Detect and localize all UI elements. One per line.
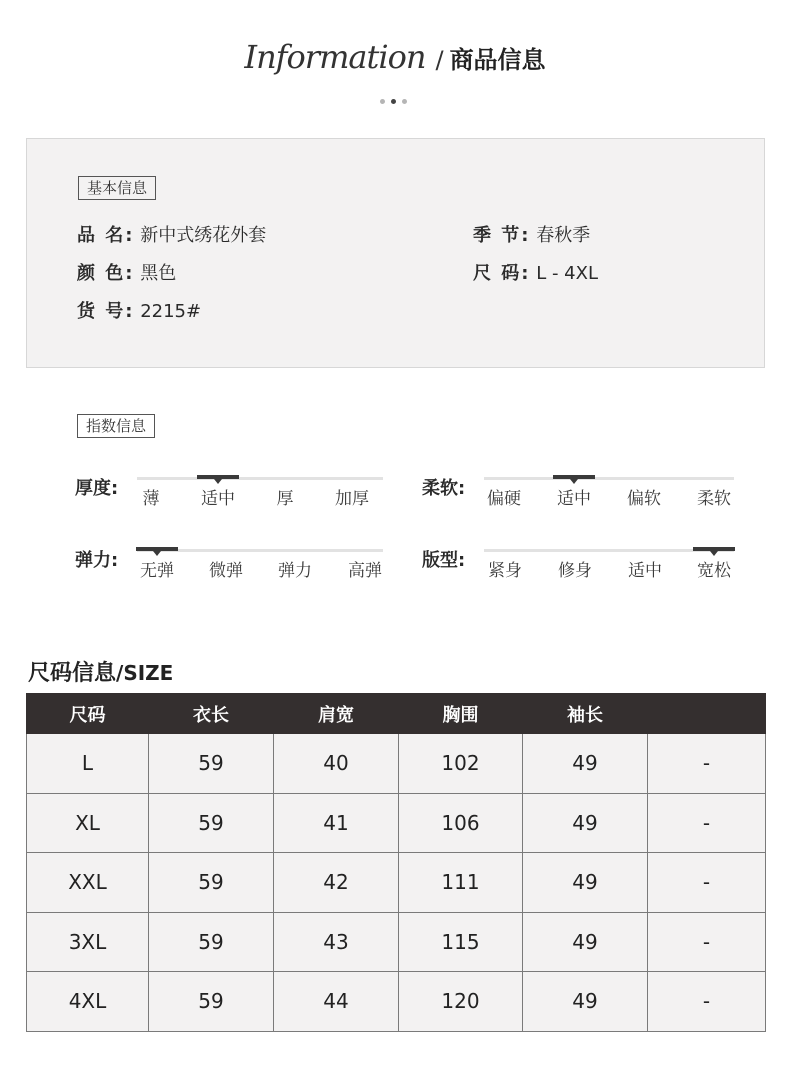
- table-cell: 40: [274, 734, 399, 794]
- size-range-row: [473, 259, 598, 285]
- pagination-dots: [380, 98, 412, 106]
- product-name-row: [77, 221, 266, 247]
- table-cell: 59: [149, 912, 274, 972]
- season-value: 春秋季: [536, 225, 591, 246]
- size-title-en: /SIZE: [116, 661, 174, 685]
- scale-track: [137, 477, 383, 480]
- season-row: [473, 221, 590, 247]
- table-cell: 3XL: [27, 912, 149, 972]
- table-cell: 43: [274, 912, 399, 972]
- scale-option: 无弹: [140, 561, 174, 581]
- scale-option: 弹力: [278, 561, 312, 581]
- table-row: [27, 912, 766, 972]
- table-cell: 111: [399, 853, 523, 913]
- basic-info-tag: 基本信息: [78, 176, 156, 200]
- table-cell: 4XL: [27, 972, 149, 1032]
- dot: [380, 99, 385, 104]
- table-cell: XXL: [27, 853, 149, 913]
- sku-value: 2215#: [140, 301, 202, 322]
- column-header: [648, 694, 766, 734]
- scale-option: 厚: [276, 489, 294, 509]
- table-cell: 120: [399, 972, 523, 1032]
- table-row: [27, 972, 766, 1032]
- table-cell: 49: [523, 912, 648, 972]
- scale-marker: [693, 547, 735, 551]
- size-section-title: [28, 656, 173, 687]
- scale-marker: [553, 475, 595, 479]
- column-header: 袖长: [523, 694, 648, 734]
- sku-row: [77, 297, 201, 323]
- header-title-en: Information: [244, 38, 426, 76]
- color-row: [77, 259, 176, 285]
- scale-option: 偏硬: [487, 489, 521, 509]
- table-cell: L: [27, 734, 149, 794]
- table-cell: 106: [399, 793, 523, 853]
- table-row: [27, 734, 766, 794]
- header-separator: /: [435, 46, 444, 74]
- scale-option: 适中: [628, 561, 662, 581]
- scale-label: 版型:: [422, 550, 466, 571]
- scale-label: 柔软:: [422, 478, 466, 499]
- table-cell: 49: [523, 793, 648, 853]
- color-key: 颜 色:: [77, 263, 135, 284]
- scale-option: 加厚: [335, 489, 369, 509]
- table-cell: 42: [274, 853, 399, 913]
- header-title-cn: 商品信息: [449, 46, 546, 74]
- table-cell: 59: [149, 972, 274, 1032]
- table-cell: -: [648, 853, 766, 913]
- column-header: 肩宽: [274, 694, 399, 734]
- size-range-value: L - 4XL: [536, 263, 598, 284]
- table-header-row: [27, 694, 766, 734]
- scale-option: 偏软: [627, 489, 661, 509]
- scale-option: 微弹: [209, 561, 243, 581]
- column-header: 胸围: [399, 694, 523, 734]
- column-header: 尺码: [27, 694, 149, 734]
- scale-marker: [197, 475, 239, 479]
- table-row: [27, 793, 766, 853]
- table-cell: 59: [149, 853, 274, 913]
- basic-info-panel: [26, 138, 765, 368]
- index-info-tag: 指数信息: [77, 414, 155, 438]
- season-key: 季 节:: [473, 225, 531, 246]
- size-title-cn: 尺码信息: [28, 661, 117, 686]
- scale-option: 适中: [557, 489, 591, 509]
- table-cell: 102: [399, 734, 523, 794]
- table-row: [27, 853, 766, 913]
- table-cell: 49: [523, 972, 648, 1032]
- table-cell: 41: [274, 793, 399, 853]
- page-header: [0, 38, 790, 76]
- scale-option: 高弹: [348, 561, 382, 581]
- dot: [402, 99, 407, 104]
- table-cell: 115: [399, 912, 523, 972]
- scale-option: 薄: [142, 489, 160, 509]
- table-cell: 59: [149, 734, 274, 794]
- color-value: 黑色: [140, 263, 177, 284]
- table-cell: 49: [523, 853, 648, 913]
- table-cell: 59: [149, 793, 274, 853]
- scale-label: 厚度:: [75, 478, 119, 499]
- table-cell: -: [648, 912, 766, 972]
- scale-marker: [136, 547, 178, 551]
- scale-option: 紧身: [488, 561, 522, 581]
- sku-key: 货 号:: [77, 301, 135, 322]
- scale-option: 修身: [558, 561, 592, 581]
- scale-option: 柔软: [697, 489, 731, 509]
- table-cell: -: [648, 793, 766, 853]
- column-header: 衣长: [149, 694, 274, 734]
- product-name-value: 新中式绣花外套: [140, 225, 267, 246]
- dot-active: [391, 99, 396, 104]
- size-table: [26, 693, 766, 1032]
- size-range-key: 尺 码:: [473, 263, 531, 284]
- scale-track: [484, 477, 734, 480]
- table-cell: -: [648, 734, 766, 794]
- table-cell: 49: [523, 734, 648, 794]
- scale-option: 适中: [201, 489, 235, 509]
- table-cell: 44: [274, 972, 399, 1032]
- table-cell: XL: [27, 793, 149, 853]
- scale-option: 宽松: [697, 561, 731, 581]
- table-cell: -: [648, 972, 766, 1032]
- scale-label: 弹力:: [75, 550, 119, 571]
- product-name-key: 品 名:: [77, 225, 135, 246]
